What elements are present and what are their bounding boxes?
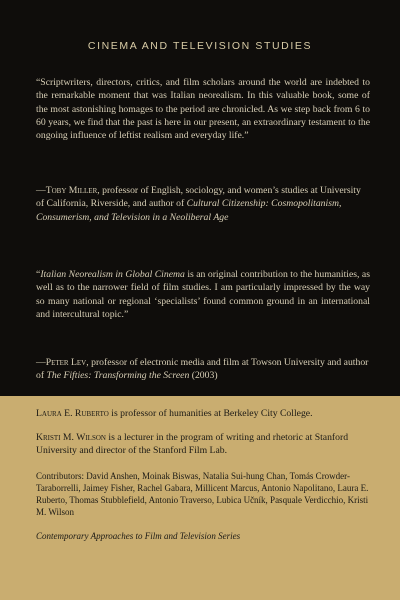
quote-2-title: Italian Neorealism in Global Cinema [40,269,185,280]
quote-1 [36,76,370,142]
editor-1-text: is professor of humanities at Berkeley City College. [108,408,313,419]
editor-bio-1 [36,408,370,421]
quote-2-book: The Fifties: Transforming the Screen [46,370,190,382]
editor-2-name: Kristi M. Wilson [36,432,106,443]
quote-2-year: (2003) [189,370,218,382]
back-cover-gold-panel [0,396,400,600]
quote-2-affiliation: , professor of electronic media and film at Towson University and author of [36,357,369,382]
quote-2-text: is an original contribution to the humanities, as well as to the narrower field of film studies. I am particularly impressed by the way so many national or regional ‘specialists’ found common ground in an international and intercultural topic.” [36,269,370,320]
quote-1-book: Cultural Citizenship: Cosmopolitanism, Consumerism, and Television in a Neoliberal Age [36,198,342,223]
editor-1-name: Laura E. Ruberto [36,408,109,419]
editor-2-text: is a lecturer in the program of writing and rhetoric at Stanford University and director of the Stanford Film Lab. [36,432,349,456]
editor-bio-2 [36,432,370,458]
quote-1-author: Toby Miller [45,185,98,196]
series-title: CINEMA AND TELEVISION STUDIES [87,40,313,52]
series-line: Contemporary Approaches to Film and Television Series [36,531,241,541]
quote-2: “Italian Neorealism in Global Cinema is an original contribution to the humanities, as well as to the narrower field of film studies. I am particularly impressed by the way so many national or regional ‘specialists’ found common ground in an international and intercultural topic.” [36,269,370,320]
quote-1-attribution: —Toby Miller, professor of English, sociology, and women’s studies at University of California, Riverside, and author of Cultural Citizenship: Cosmopolitanism, Consumerism, and Television in a Neoliberal Age [36,185,361,223]
quote-1-text: “Scriptwriters, directors, critics, and film scholars around the world are indebted to the remarkable moment that was Italian neorealism. In this valuable book, some of the most astonishing homages to the period are chronicled. As we step back from 6 to 60 years, we find that the past is here in our present, an extraordinary testament to the ongoing influence of leftist realism and everyday life.” [36,77,370,142]
quote-1-affiliation: , professor of English, sociology, and women’s studies at University of California, Riverside, and author of [36,185,361,210]
quote-2-attribution: —Peter Lev, professor of electronic media and film at Towson University and author of The Fifties: Transforming the Screen (2003) [36,357,369,382]
contributors-list: Contributors: David Anshen, Moinak Biswas, Natalia Sui-hung Chan, Tomás Crowder-Taraborrelli, Jaimey Fisher, Rachel Gabara, Millicent Marcus, Antonio Napolitano, Laura E. Ruberto, Thomas Stubblefield, Antonio Traverso, Lubica Učník, Pasquale Verdicchio, Kristi M. Wilson [36,471,369,517]
quote-2-author: Peter Lev [45,357,87,368]
